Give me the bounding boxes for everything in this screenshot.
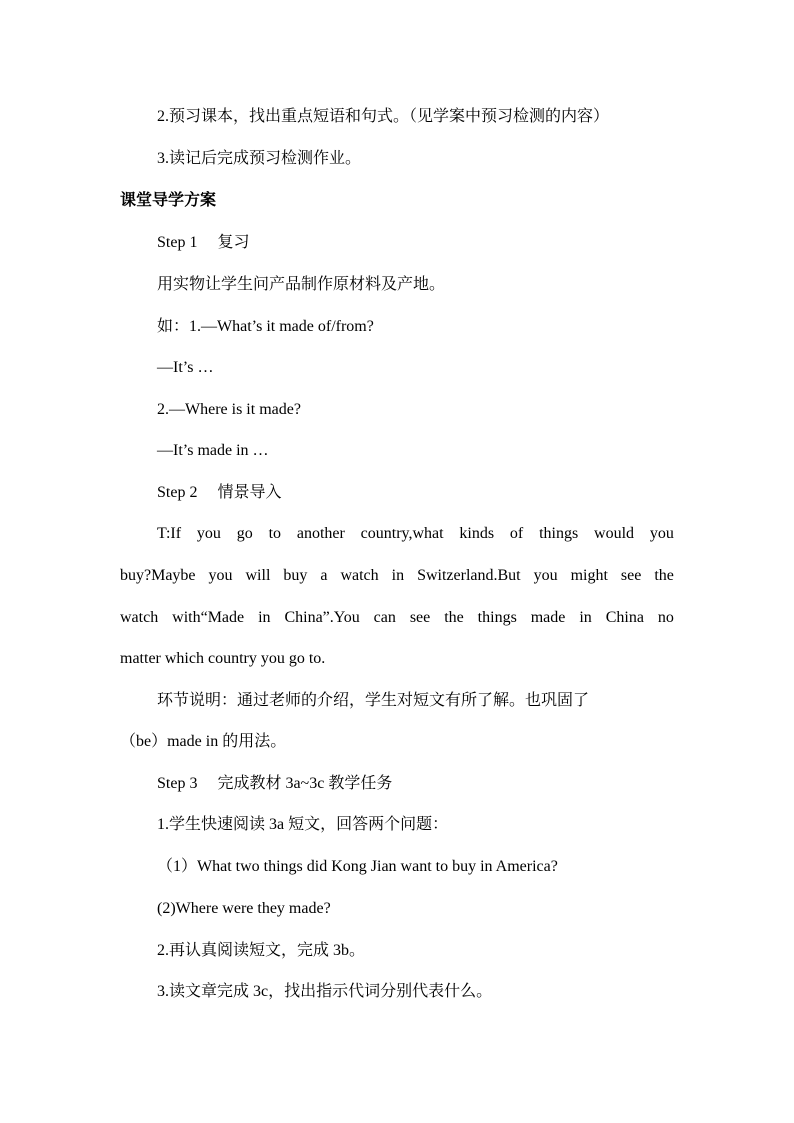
prep-item-2: 2.预习课本，找出重点短语和句式。（见学案中预习检测的内容） xyxy=(157,108,610,125)
step1-title: 复习 xyxy=(217,234,250,251)
step1-heading xyxy=(157,232,249,254)
step3-item-1: 1.学生快速阅读 3a 短文，回答两个问题： xyxy=(157,816,449,833)
step2-para-line-4: matter which country you go to. xyxy=(120,650,326,667)
step1-question-2: 2.—Where is it made? xyxy=(157,401,301,418)
step1-question-1: 如：1.—What’s it made of/from? xyxy=(157,318,374,335)
step3-title: 完成教材 3a~3c 教学任务 xyxy=(217,775,393,792)
step3-question-1: （1）What two things did Kong Jian want to buy in America? xyxy=(157,858,558,875)
prep-item-3: 3.读记后完成预习检测作业。 xyxy=(157,150,362,167)
step2-note-line-1: 环节说明：通过老师的介绍，学生对短文有所了解。也巩固了 xyxy=(157,692,590,709)
step2-note-line-2: （be）made in 的用法。 xyxy=(120,733,287,750)
step3-question-2: (2)Where were they made? xyxy=(157,900,331,917)
step1-answer-2: —It’s made in … xyxy=(157,442,269,459)
step2-heading xyxy=(157,482,281,504)
step1-answer-1: —It’s … xyxy=(157,359,214,376)
step3-label: Step 3 xyxy=(157,775,198,792)
section-title: 课堂导学方案 xyxy=(120,192,217,209)
step1-label: Step 1 xyxy=(157,234,198,251)
step2-title: 情景导入 xyxy=(217,484,282,501)
step3-item-3: 3.读文章完成 3c，找出指示代词分别代表什么。 xyxy=(157,983,493,1000)
step2-para-line-2: buy?Maybe you will buy a watch in Switzerland.But you might see the xyxy=(120,567,674,584)
step2-label: Step 2 xyxy=(157,484,198,501)
step1-intro: 用实物让学生问产品制作原材料及产地。 xyxy=(157,276,446,293)
step3-item-2: 2.再认真阅读短文，完成 3b。 xyxy=(157,942,366,959)
step2-para-line-3: watch with“Made in China”.You can see the things made in China no xyxy=(120,609,674,626)
step2-para-line-1: T:If you go to another country,what kinds of things would you xyxy=(157,525,674,542)
step3-heading xyxy=(157,773,392,795)
